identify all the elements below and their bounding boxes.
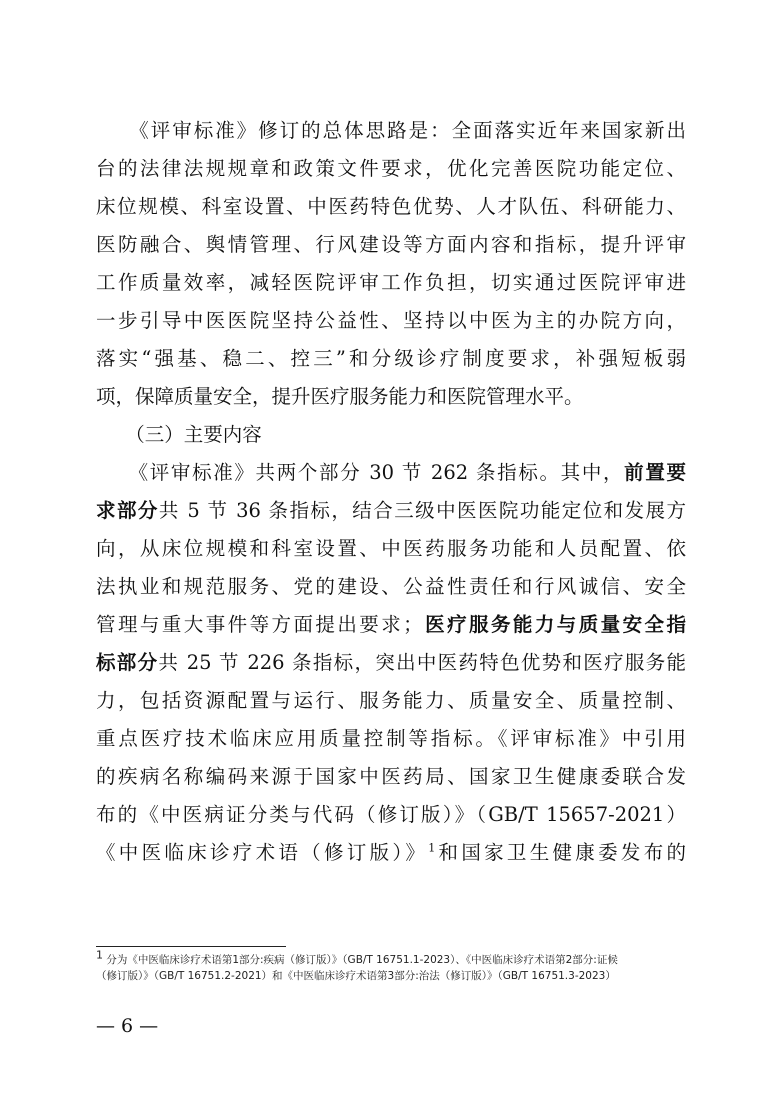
body-line: 力，包括资源配置与运行、服务能力、质量安全、质量控制、	[96, 689, 686, 712]
body-line: 向，从床位规模和科室设置、中医药服务功能和人员配置、依	[96, 537, 686, 560]
footnote-divider	[96, 946, 286, 947]
footnote-line	[96, 948, 696, 968]
body-line: 项，保障质量安全，提升医疗服务能力和医院管理水平。	[96, 385, 584, 408]
footnote-marker: 1	[96, 948, 103, 962]
footnote-line: （修订版）》（GB/T 16751.2-2021）和《中医临床诊疗术语第3部分:治法（修订版）》（GB/T 16751.3-2023）	[96, 970, 616, 982]
body-line	[96, 606, 686, 644]
body-line: 一步引导中医医院坚持公益性、坚持以中医为主的办院方向，	[96, 309, 686, 332]
footnote-text: 分为《中医临床诊疗术语第1部分:疾病（修订版）》（GB/T 16751.1-2023）、《中医临床诊疗术语第2部分:证候	[103, 954, 618, 966]
body-text: 共 25 节 226 条指标，突出中医药特色优势和医疗服务能	[158, 651, 686, 674]
body-line: 医防融合、舆情管理、行风建设等方面内容和指标，提升评审	[96, 233, 686, 256]
body-line: 布的《中医病证分类与代码（修订版）》（GB/T 15657-2021）	[96, 803, 686, 826]
emphasis-text: 求部分	[96, 499, 159, 522]
body-line: 重点医疗技术临床应用质量控制等指标。《评审标准》中引用	[96, 727, 686, 750]
body-text: 共 5 节 36 条指标，结合三级中医医院功能定位和发展方	[158, 499, 686, 522]
body-line: 工作质量效率，减轻医院评审工作负担，切实通过医院评审进	[96, 271, 686, 294]
body-line	[96, 644, 686, 682]
body-line: 床位规模、科室设置、中医药特色优势、人才队伍、科研能力、	[96, 195, 686, 218]
page-number: — 6 —	[96, 1015, 159, 1037]
emphasis-text: 前置要	[624, 461, 686, 484]
emphasis-text: 医疗服务能力与质量安全指	[422, 613, 686, 636]
section-heading: （三）主要内容	[96, 423, 262, 446]
body-line: 的疾病名称编码来源于国家中医药局、国家卫生健康委联合发	[96, 765, 686, 788]
body-line: 《评审标准》修订的总体思路是：全面落实近年来国家新出	[96, 119, 686, 142]
body-text: 《中医临床诊疗术语（修订版）》	[96, 841, 429, 864]
body-line: 台的法律法规规章和政策文件要求，优化完善医院功能定位、	[96, 157, 686, 180]
body-text: 管理与重大事件等方面提出要求；	[96, 613, 423, 636]
body-text: 《评审标准》共两个部分 30 节 262 条指标。其中，	[96, 461, 625, 484]
footnote-reference[interactable]: 1	[428, 841, 436, 855]
body-line: 法执业和规范服务、党的建设、公益性责任和行风诚信、安全	[96, 575, 686, 598]
body-line	[96, 454, 686, 492]
body-line	[96, 492, 686, 530]
body-text: 和国家卫生健康委发布的	[435, 841, 686, 864]
body-line: 落实“强基、稳二、控三”和分级诊疗制度要求，补强短板弱	[96, 347, 686, 370]
emphasis-text: 标部分	[96, 651, 159, 674]
body-line	[96, 834, 686, 872]
